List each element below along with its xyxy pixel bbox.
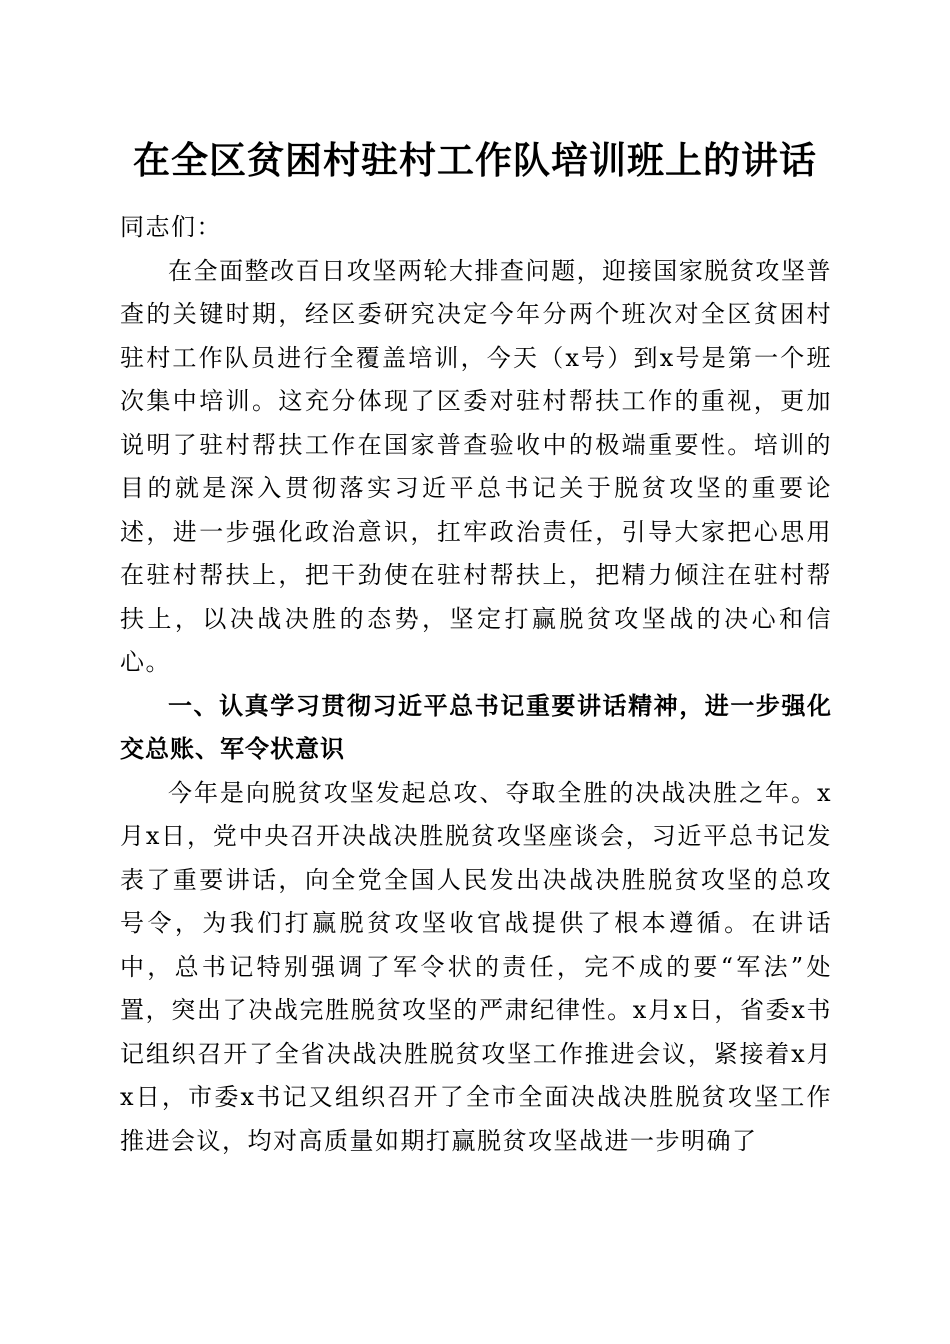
intro-paragraph: 在全面整改百日攻坚两轮大排查问题，迎接国家脱贫攻坚普查的关键时期，经区委研究决定今年分两个班次对全区贫困村驻村工作队员进行全覆盖培训，今天（x号）到x号是第一个班次集中培训。这充分体现了区委对驻村帮扶工作的重视，更加说明了驻村帮扶工作在国家普查验收中的极端重要性。培训的目的就是深入贯彻落实习近平总书记关于脱贫攻坚的重要论述，进一步强化政治意识，扛牢政治责任，引导大家把心思用在驻村帮扶上，把干劲使在驻村帮扶上，把精力倾注在驻村帮扶上，以决战决胜的态势，坚定打赢脱贫攻坚战的决心和信心。 (120, 256, 832, 676)
section-paragraph: 今年是向脱贫攻坚发起总攻、夺取全胜的决战决胜之年。x月x日，党中央召开决战决胜脱贫攻坚座谈会，习近平总书记发表了重要讲话，向全党全国人民发出决战决胜脱贫攻坚的总攻号令，为我们打赢脱贫攻坚收官战提供了根本遵循。在讲话中，总书记特别强调了军令状的责任，完不成的要“军法”处置，突出了决战完胜脱贫攻坚的严肃纪律性。x月x日，省委x书记组织召开了全省决战决胜脱贫攻坚工作推进会议，紧接着x月x日，市委x书记又组织召开了全市全面决战决胜脱贫攻坚工作推进会议，均对高质量如期打赢脱贫攻坚战进一步明确了 (120, 778, 832, 1155)
salutation: 同志们： (120, 213, 222, 241)
section-heading: 一、认真学习贯彻习近平总书记重要讲话精神，进一步强化交总账、军令状意识 (120, 691, 832, 763)
document-title: 在全区贫困村驻村工作队培训班上的讲话 (133, 138, 817, 182)
document-body (120, 206, 832, 1163)
